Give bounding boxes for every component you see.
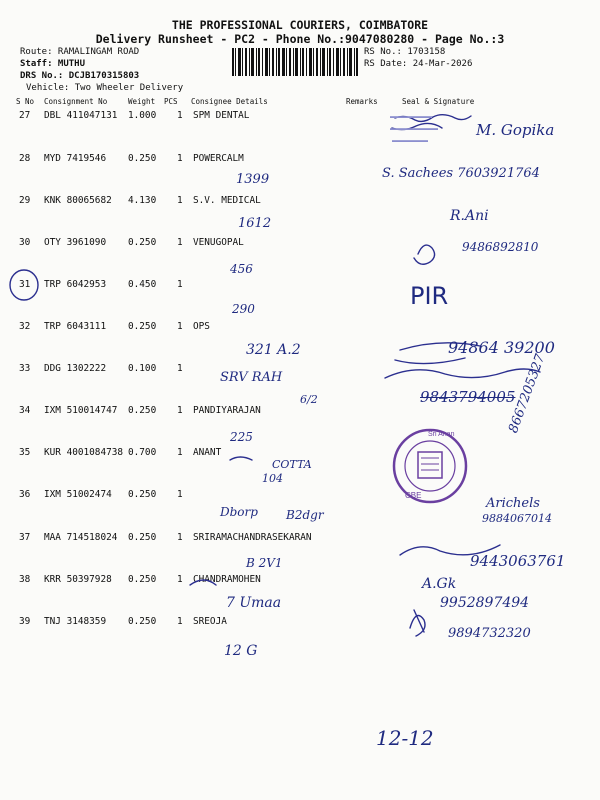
row-sno: 39 — [19, 616, 31, 627]
row-consignment: TNJ 3148359 — [44, 616, 107, 627]
row-weight: 0.250 — [128, 405, 157, 416]
row-weight: 0.250 — [128, 574, 157, 585]
route-label: Route: RAMALINGAM ROAD — [20, 47, 140, 57]
faded-stamp-27 — [390, 114, 438, 144]
row-consignment: IXM 51002474 — [44, 489, 112, 500]
handwritten-signature: Arichels — [486, 496, 540, 511]
row-consignment: DDG 1302222 — [44, 363, 107, 374]
signature-scribble-33 — [385, 369, 540, 378]
row-consignee: OPS — [193, 321, 210, 332]
row-consignment: KUR 4001084738 — [44, 447, 124, 458]
col-pcs: PCS — [164, 97, 178, 106]
row-weight: 0.250 — [128, 321, 157, 332]
col-weight: Weight — [128, 97, 156, 106]
row-weight: 0.250 — [128, 616, 157, 627]
col-seal-signature: Seal & Signature — [402, 97, 475, 106]
row-weight: 0.250 — [128, 237, 157, 248]
handwritten-address: 290 — [232, 302, 255, 316]
col-consignment: Consignment No — [44, 97, 108, 106]
signature-scribble-30 — [414, 245, 435, 264]
drs-label: DRS No.: DCJB170315803 — [20, 71, 140, 81]
row-pcs: 1 — [177, 321, 183, 332]
row-consignee: PANDIYARAJAN — [193, 405, 261, 416]
row-consignment: TRP 6043111 — [44, 321, 107, 332]
row-pcs: 1 — [177, 110, 183, 121]
handwritten-address: 104 — [262, 472, 283, 485]
row-consignment: KRR 50397928 — [44, 574, 112, 585]
row-sno: 37 — [19, 532, 31, 543]
handwritten-address: 12 G — [224, 643, 258, 659]
runsheet-title: Delivery Runsheet - PC2 - Phone No.:9047080280 - Page No.:3 — [95, 32, 505, 46]
handwritten-phone: 9884067014 — [482, 512, 552, 525]
row-weight: 0.250 — [128, 489, 157, 500]
row-consignment: MYD 7419546 — [44, 153, 107, 164]
handwritten-signature: S. Sachees 7603921764 — [382, 166, 540, 181]
row-consignee: POWERCALM — [193, 153, 244, 164]
staff-label: Staff: MUTHU — [20, 59, 86, 69]
svg-text:Sri Anan: Sri Anan — [428, 431, 455, 438]
company-seal-stamp — [394, 430, 466, 502]
row-sno: 27 — [19, 110, 31, 121]
row-weight: 0.100 — [128, 363, 157, 374]
row-consignment: IXM 510014747 — [44, 405, 118, 416]
handwritten-phone: 8667205327 — [506, 352, 549, 436]
row-pcs: 1 — [177, 532, 183, 543]
svg-text:CBE: CBE — [405, 491, 422, 500]
row-consignee: VENUGOPAL — [193, 237, 244, 248]
signature-scribble-39 — [410, 610, 425, 636]
handwritten-phone: 9894732320 — [448, 626, 531, 641]
row-pcs: 1 — [177, 237, 183, 248]
row-sno: 35 — [19, 447, 31, 458]
row-pcs: 1 — [177, 616, 183, 627]
row-consignee: SREOJA — [193, 616, 227, 627]
handwritten-signature: R.Ani — [450, 208, 489, 224]
row-consignment: MAA 714518024 — [44, 532, 118, 543]
company-title: THE PROFESSIONAL COURIERS, COIMBATORE — [171, 18, 429, 32]
svg-text:▬▬▬▬▬▬: ▬▬▬▬▬▬ — [392, 138, 428, 144]
handwritten-phone: 94864 39200 — [448, 338, 555, 357]
handwritten-address: 7 Umaa — [226, 595, 282, 611]
vehicle-label: Vehicle: Two Wheeler Delivery — [26, 83, 184, 93]
row-pcs: 1 — [177, 574, 183, 585]
row-consignee: ANANT — [193, 447, 222, 458]
row-weight: 1.000 — [128, 110, 157, 121]
row-consignee: SRIRAMACHANDRASEKARAN — [193, 532, 312, 543]
row-sno: 31 — [19, 279, 31, 290]
row-pcs: 1 — [177, 363, 183, 374]
row-sno: 29 — [19, 195, 31, 206]
row-pcs: 1 — [177, 489, 183, 500]
handwritten-address: COTTA — [272, 458, 312, 471]
row-pcs: 1 — [177, 405, 183, 416]
svg-text:▬▬▬▬▬▬▬▬: ▬▬▬▬▬▬▬▬ — [390, 126, 438, 132]
handwritten-phone: 9843794005 — [420, 388, 516, 406]
row-sno: 34 — [19, 405, 31, 416]
handwritten-address: 321 A.2 — [246, 342, 301, 358]
row-consignment: KNK 80065682 — [44, 195, 112, 206]
row-sno: 28 — [19, 153, 31, 164]
col-remarks: Remarks — [346, 97, 378, 106]
row-31-circle-mark — [10, 270, 38, 300]
row-consignee: S.V. MEDICAL — [193, 195, 261, 206]
row-pcs: 1 — [177, 447, 183, 458]
handwritten-signature: A.Gk — [422, 576, 457, 592]
handwritten-address: 456 — [230, 262, 253, 276]
rs-no-label: RS No.: 1703158 — [364, 47, 446, 57]
rs-date-label: RS Date: 24-Mar-2026 — [364, 59, 473, 69]
handwritten-pir-mark: PIR — [410, 282, 449, 310]
handwritten-phone: 9486892810 — [462, 240, 539, 254]
row-sno: 36 — [19, 489, 31, 500]
row-sno: 33 — [19, 363, 31, 374]
handwritten-address: B2dgr — [286, 508, 324, 522]
handwritten-address: 1399 — [236, 172, 270, 187]
handwritten-address: 225 — [230, 430, 253, 444]
row-pcs: 1 — [177, 153, 183, 164]
handwritten-phone: 9952897494 — [440, 595, 530, 611]
row-sno: 32 — [19, 321, 31, 332]
handwritten-address: 1612 — [238, 216, 272, 231]
row-sno: 30 — [19, 237, 31, 248]
row-pcs: 1 — [177, 195, 183, 206]
row-weight: 0.450 — [128, 279, 157, 290]
handwritten-address: SRV RAH — [220, 370, 283, 385]
row-pcs: 1 — [177, 279, 183, 290]
row-consignment: TRP 6042953 — [44, 279, 107, 290]
handwritten-total: 12-12 — [376, 726, 434, 750]
handwritten-signature: M. Gopika — [476, 121, 555, 139]
row-consignment: OTY 3961090 — [44, 237, 107, 248]
address-scribble-38 — [190, 580, 216, 585]
row-weight: 0.250 — [128, 153, 157, 164]
col-sno: S No — [16, 97, 35, 106]
col-consignee: Consignee Details — [191, 97, 268, 106]
row-sno: 38 — [19, 574, 31, 585]
handwritten-address: Dborp — [220, 505, 258, 519]
handwritten-address: B 2V1 — [246, 556, 283, 570]
row-consignment: DBL 411047131 — [44, 110, 118, 121]
row-weight: 0.700 — [128, 447, 157, 458]
row-weight: 4.130 — [128, 195, 157, 206]
row-consignee: SPM DENTAL — [193, 110, 250, 121]
handwritten-address: 6/2 — [300, 393, 318, 406]
address-scribble-35 — [230, 457, 252, 460]
svg-text:▬▬▬▬▬▬▬: ▬▬▬▬▬▬▬ — [390, 114, 432, 120]
handwritten-phone: 9443063761 — [470, 552, 566, 570]
row-consignee: CHANDRAMOHEN — [193, 574, 261, 585]
row-weight: 0.250 — [128, 532, 157, 543]
